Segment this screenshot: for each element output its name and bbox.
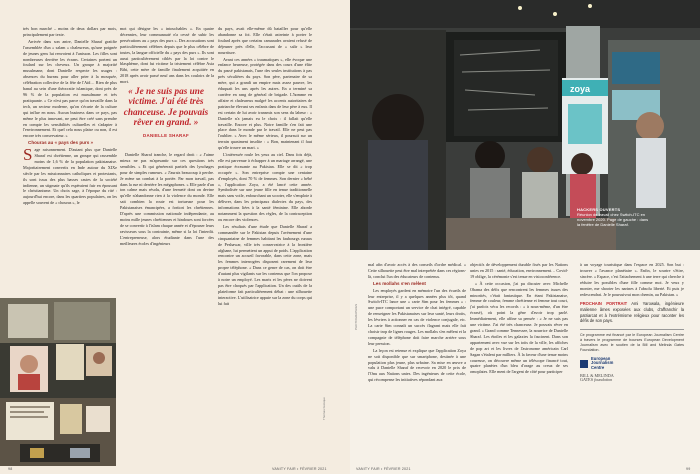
pull-quote-attribution: DANIELLE SHARAF (143, 132, 189, 138)
left-column-2-top (120, 26, 214, 85)
right-column-1 (368, 262, 466, 466)
sponsor-text: Ce programme est financé par le European Journalism Centre à travers le programme de bourses European Development Journalism avec le soutien de la Bill and Melinda Gates Foundation. (580, 332, 684, 352)
next-portrait-note (580, 301, 684, 323)
paragraph: Les employés gardent en mémoire l'un des écueils de leur entreprise, il y a quelques années plus tôt, quand Switch-ITC lance une « carte Sim pour les femmes » : une puce comportant un service de chat intégré, capable de renseigner les Pakistanaises sur leur santé, leurs droits, les lévriers à actionner en cas de violence conjugale, etc. La carte Sim connaît un succès flagrant mais elle fait choisir trop de lignes rouges. Les mollahs s'en mêlent et la compagnie de téléphone doit faire marche arrière sous leur pression. (368, 287, 466, 346)
gates-logo (580, 374, 684, 384)
paragraph: Danielle Sharaf tranche, le regard droit : « J'aime mieux ne pas m'apesantir sur ces questions très sensibles. » Et qui générerait partiels des lynchages pour de simples rumeurs. « J'aurais beaucoup à perdre. Je mène un combat à la portée. Par mon travail, pas dans la rue ni derrière les mégaphones. » Elle parle d'un ton calme mais résolu, d'une fermeté dont on devine qu'elle n'abandonne rien à la violence du monde. Elle sait combien la route est tortueuse pour les Pakistanaises émancipées, a fortiori les chrétiennes. D'après une commission nationale indépendante, au moins mille jeunes chrétiennes et hindoues sont forcées de se convertir à l'islam chaque année et d'épouser leurs ravisseurs sous la contrainte, même si la loi l'interdit. L'entrepreneuse, alors étudiante dans l'une des meilleures écoles d'ingénieurs (120, 152, 214, 246)
paragraph: Les résultats d'une étude que Danielle Sharaf a commandée sur le Pakistan depuis l'avènement d'une cinquantaine de femmes habitant les faubourgs ruraux de Peshawar, ville très conservatrice à la frontière afghane, lui permettent un appui de poids. L'application rencontre un accueil favorable, dans cette zone, mais les femmes interrogées disposent rarement de leur propre téléphone. « Dans ce genre de cas, on doit être d'autant plus vigilants sur les contenus que l'on propose à notre un employé. Les maris et les pères ne doivent pas être choqués par l'application. Un des outils de la plateforme fait particulièrement débat : une silhouette interactive. L'utilisatrice appuie sur la zone du corps qui lui fait (218, 223, 312, 306)
paragraph: La leçon est retenue et explique que l'application Zoya ne soit disponible que sur smartphone, destinée à une population plus jeune, plus urbaine. Sa mise en œuvre a valu à Danielle Sharaf de recevoir en 2020 le prix de l'Onu aux Nations unies. Des ingénieurs de cette école, qui récompense les initiatives répondant aux (368, 347, 466, 383)
paragraph: mot qui désigne les « intouchables ». En quatre décennies, leur communauté n'a cessé de subir les persécutions au « pays des purs ». Des accusations sont particulièrement célèbres depuis que le plus célèbre de toutes, la langue officielle du « pays des purs ». Ils sont aussi particulièrement ciblés par la loi contre le blasphème, dont fut victime la tristement célèbre Asia Bibi, cette mère de famille finalement acquittée en 2018 après avoir passé neuf ans dans les couloirs de la mort. (120, 26, 214, 85)
paragraph: très bon marché – moins de deux dollars par mois, principalement par texte. (23, 26, 117, 37)
paragraph: « À cette occasion, j'ai pu discuter avec Michelle Obama des défis que rencontrent les femmes issues des minorités, c'était fantastique. En étant Pakistanaise, femme de couleur, femme chrétienne et femme tout court, j'ai parfois vécu les records : « à nous-même, d'un être écrasé), où point la gêne d'avoir trop parlé. Immédiatement, elle affine sa pensée : « Je ne suis pas une victime. J'ai été très chanceuse. Je pouvais rêver en grand. » Grand comme Tennessee, la nourrice de Danielle Sharaf. Les étoiles et les galaxies la fascinent. Dans son appartement avec vue sur les toits de la ville, les affiches de pop art et les livres de l'astronome américain Carl Sagan s'étalent par milliers. À la faveur d'une tenue moins coureuse, on découvre même un téléscope financé tout, quatre planètes d'un bleu d'orage au creux de ses omoplates. Elle ment de l'argent de côté pour participer (470, 280, 568, 375)
subheading: Chouras au « pays des purs » (28, 140, 94, 146)
right-column-3 (580, 262, 684, 466)
paragraph: L'intéressée roule les yeux au ciel. Dans fois déjà, elle est parvenue à échapper à un mariage arrangé, une pratique écrasante au Pakistan. Elle se dit « trop occupée ». Son entreprise compte une centaine d'employés, dont 70 % de femmes. Son dernier « bébé », l'application Zoya, a été lancé cette année. Symbolisée sur une jeune fille en tenue traditionnelle mais sans voile, enfourchant un scooter, elle s'emploie à délivrer, dans les principaux dialectes du pays, des informations liées à la santé féminine. Elle aborde notamment la question des règles, de la contraception ou encore des violences. (218, 152, 312, 222)
svg-text:zoya: zoya (570, 84, 591, 94)
gates-logo-line1: BILL & MELINDA (580, 372, 614, 378)
ejc-logo-mark (580, 360, 588, 368)
drop-cap: S (23, 145, 33, 165)
paragraph: à un voyage touristique dans l'espace en 2025. Son but : trouver « l'avance planétaire ». Enfin, le sourire s'étire, sincère. « Espace, c'est l'attachement à une terre qui cherche à réduire les possibles d'une fille comme moi. Je veux y monter, me shooter les narines à l'absolu liberté. Et puis je redescendrai. Je le poursuivrai mon chemin, au Pakistan. » (580, 262, 684, 297)
ejc-logo-line1: European (591, 355, 611, 361)
photo-window-desk (0, 298, 116, 466)
paragraph: Avant ces années « traumatiques », elle évoque une enfance heureuse, protégée dans des cours d'une élite du passé pakistanais, l'une des seules institutions à pas près séculières du pays. Son père, partenaire de sa mère, qui a grandi un empire mais assez pauvre, les éduquait les uns après les autres. En a terminé sa carrière en rang de général de brigade. L'homme en affaire et chaleureux malgré les accents autoritaires de patriarche élevant ses enfants dans de leur père à eux. Il est certain de lui avoir transmis son sens du labeur : « Danielle n'a jamais eu le choix : il fallait qu'elle travaille. Encore et plus. Notre famille s'en fait une place dans le monde par le travail. Elle ne peut pas l'oublier. » Avec le même sérieux, il poursuit sur un terrain quasiment insolite : « Bon, maintenant il faut qu'elle trouve un mari. » (218, 56, 312, 151)
paragraph: Arrivée dans son antre, Danielle Sharaf gratifie l'assemblée d'un « salam » chaleureux, qu'une poignée de jeunes gens lui renvoient à l'unisson. Les filles sont nombreuses derrière les écrans. Certaines portent un foulard sur les cheveux. Un groupe à majorité musulmane, dont Danielle respecte les usages : absences du bureau pour aller prier à la mosquée, célébration collective de la fête de l'Aïd… Rien de plus banal au sein d'une théocratie islamique, dont près de 96 % de la population est musulmane et très pratiquante. « Ce n'est pas parce qu'on travaille dans la tech, un secteur moderne, qu'on s'écarte de la culture qui influe en nous. Aucun business dans ce pays, pas même le plus innovant, ne peut être créé sans prendre en compte les sensibilités culturelles et s'adapter à l'environnement. Et quel cela nous plaise ou non, il est encore très conservateur. » (23, 38, 117, 139)
photo-credit: Thomas Goisque (322, 397, 326, 420)
right-page (350, 0, 700, 474)
ejc-logo-line3: Centre (591, 365, 605, 370)
paragraph (23, 147, 117, 206)
paragraph: mal afin d'avoir accès à des conseils d'ordre médical. « Cette silhouette peut être mal interprétée dans ces régions-là, conclut l'un des éducateurs de contenus. (368, 262, 466, 279)
subheading: Les mollahs s'en mêlent (373, 280, 426, 286)
paragraph-text: age raisonnement. D'autant plus que Danielle Sharaf est chrétienne, un groupe qui rassemble moins de 1,6 % de la population pakistanaise. Majoritairement convertis en Inde autour du XIXe siècle par les missionnaires catholiques et protestants, ils sont issus des plus basses castes de la société indienne, un stigmate qu'ils espéraient fuir en épousant le christianisme. Un choix sage, à l'époque du rité : aujourd'hui encore, dans les quartiers populaires, on les appelle souvent de « chouras », le (23, 147, 117, 206)
ejc-logo-line2: Journalism (591, 360, 614, 366)
gates-logo-line2: GATES (580, 377, 594, 383)
page-number-right: 99 (686, 467, 691, 471)
pull-quote (120, 86, 212, 141)
paragraph: du pays, avait elle-même dû batailler pour qu'elle abandonne sa foi. Elle s'était astreinte à porter le foulard après que certains camarades avaient refusé de déjeuner près d'elle, l'accusant de « salir » leur nourriture. (218, 26, 312, 55)
pull-quote-text: « Je ne suis pas une victime. J'ai été très chanceuse. Je pouvais rêver en grand. » (123, 86, 209, 128)
left-column-3 (218, 26, 312, 466)
footer-left: VANITY FAIR • FÉVRIER 2021 (272, 467, 327, 471)
next-portrait-label: PROCHAIN PORTRAIT (580, 301, 628, 307)
photo-credit-right: PHOTOGRAPHIES (354, 303, 358, 330)
ejc-logo (580, 357, 684, 371)
footer-right: VANITY FAIR • FÉVRIER 2021 (356, 467, 411, 471)
photo-caption (577, 207, 649, 227)
caption-title: HACKERS OUVERTS (577, 207, 621, 212)
page-number-left: 98 (8, 467, 13, 471)
gates-logo-line3: foundation (594, 377, 613, 383)
paragraph: objectifs de développement durable fixés par les Nations unies en 2015 : santé, éducation, environnement… Covid-19 oblige, la cérémonie s'est tenue en visioconférence. (470, 262, 568, 279)
divider (580, 329, 684, 330)
next-portrait-text: Ami Yarowala, ingénieure malienne âmes exposées aux clubs, d'affranchir la patriarcat et à l'extrémisme religieux pour raconter les défis de son pays. (580, 301, 684, 324)
left-column-2-bottom (120, 152, 214, 466)
right-column-2 (470, 262, 568, 466)
caption-body: Réunion de travail chez Switch-ITC en novembre 2020. Page de gauche : dans la fenêtre de Danielle Sharaf. (577, 212, 649, 227)
